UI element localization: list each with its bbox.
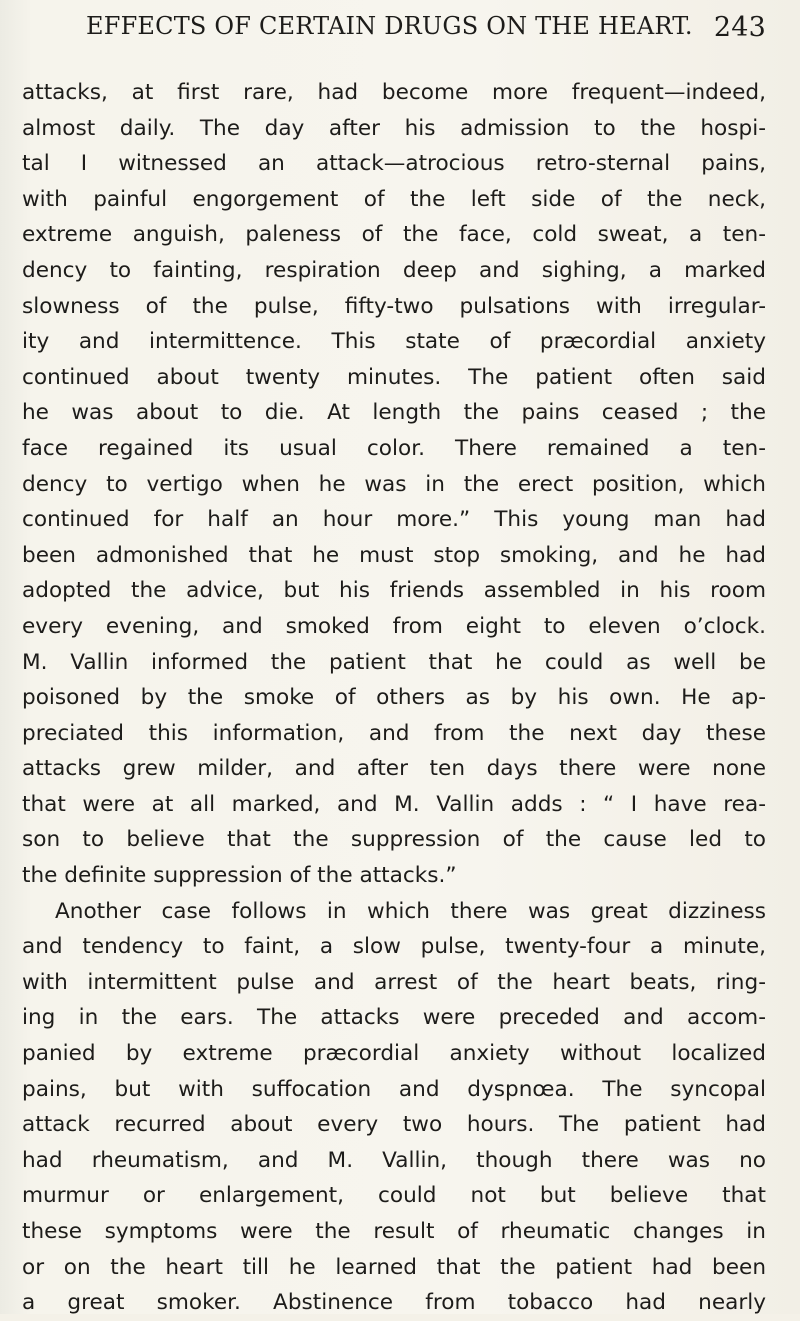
text-line: with intermittent pulse and arrest of the heart beats, ring- bbox=[22, 969, 766, 995]
paragraph-start-line: Another case follows in which there was great dizziness bbox=[55, 898, 766, 924]
text-line: attack recurred about every two hours. The patient had bbox=[22, 1112, 766, 1138]
text-line: he was about to die. At length the pains ceased ; the bbox=[22, 400, 766, 426]
text-line: almost daily. The day after his admission to the hospi- bbox=[22, 115, 766, 141]
text-line: tal I witnessed an attack—atrocious retro-sternal pains, bbox=[22, 151, 766, 177]
paragraph-end-line: the definite suppression of the attacks.” bbox=[22, 863, 457, 889]
text-line: and tendency to faint, a slow pulse, twenty-four a minute, bbox=[22, 934, 766, 960]
text-line: pains, but with suffocation and dyspnœa. The syncopal bbox=[22, 1076, 766, 1102]
text-line: murmur or enlargement, could not but believe that bbox=[22, 1183, 766, 1209]
text-line: attacks grew milder, and after ten days there were none bbox=[22, 756, 766, 782]
text-line: every evening, and smoked from eight to eleven o’clock. bbox=[22, 613, 766, 639]
body-text bbox=[22, 75, 766, 1321]
text-line: adopted the advice, but his friends assembled in his room bbox=[22, 578, 766, 604]
text-line: ing in the ears. The attacks were preceded and accom- bbox=[22, 1005, 766, 1031]
text-line: been admonished that he must stop smoking, and he had bbox=[22, 542, 766, 568]
text-line: extreme anguish, paleness of the face, cold sweat, a ten- bbox=[22, 222, 766, 248]
text-line: M. Vallin informed the patient that he could as well be bbox=[22, 649, 766, 675]
text-line: dency to vertigo when he was in the erect position, which bbox=[22, 471, 766, 497]
text-line: face regained its usual color. There remained a ten- bbox=[22, 435, 766, 461]
text-line: attacks, at first rare, had become more frequent—indeed, bbox=[22, 80, 766, 105]
text-line: continued for half an hour more.” This young man had bbox=[22, 507, 766, 533]
running-head bbox=[86, 6, 766, 50]
text-line: with painful engorgement of the left side of the neck, bbox=[22, 186, 766, 212]
text-line: dency to fainting, respiration deep and sighing, a marked bbox=[22, 257, 766, 283]
text-line: preciated this information, and from the next day these bbox=[22, 720, 766, 746]
text-line: that were at all marked, and M. Vallin adds : “ I have rea- bbox=[22, 791, 766, 817]
text-line: a great smoker. Abstinence from tobacco had nearly bbox=[22, 1290, 766, 1316]
text-line: continued about twenty minutes. The patient often said bbox=[22, 364, 766, 390]
page-number: 243 bbox=[713, 12, 766, 43]
text-line: or on the heart till he learned that the patient had been bbox=[22, 1254, 766, 1280]
text-line: these symptoms were the result of rheumatic changes in bbox=[22, 1219, 766, 1244]
running-head-title: EFFECTS OF CERTAIN DRUGS ON THE HEART. bbox=[86, 12, 693, 40]
text-line: panied by extreme præcordial anxiety without localized bbox=[22, 1041, 766, 1067]
text-line: poisoned by the smoke of others as by his own. He ap- bbox=[22, 685, 766, 711]
text-line: slowness of the pulse, fifty-two pulsations with irregular- bbox=[22, 293, 766, 319]
text-line: ity and intermittence. This state of præcordial anxiety bbox=[22, 329, 766, 355]
text-line: son to believe that the suppression of the cause led to bbox=[22, 827, 766, 853]
text-line: had rheumatism, and M. Vallin, though there was no bbox=[22, 1147, 766, 1173]
